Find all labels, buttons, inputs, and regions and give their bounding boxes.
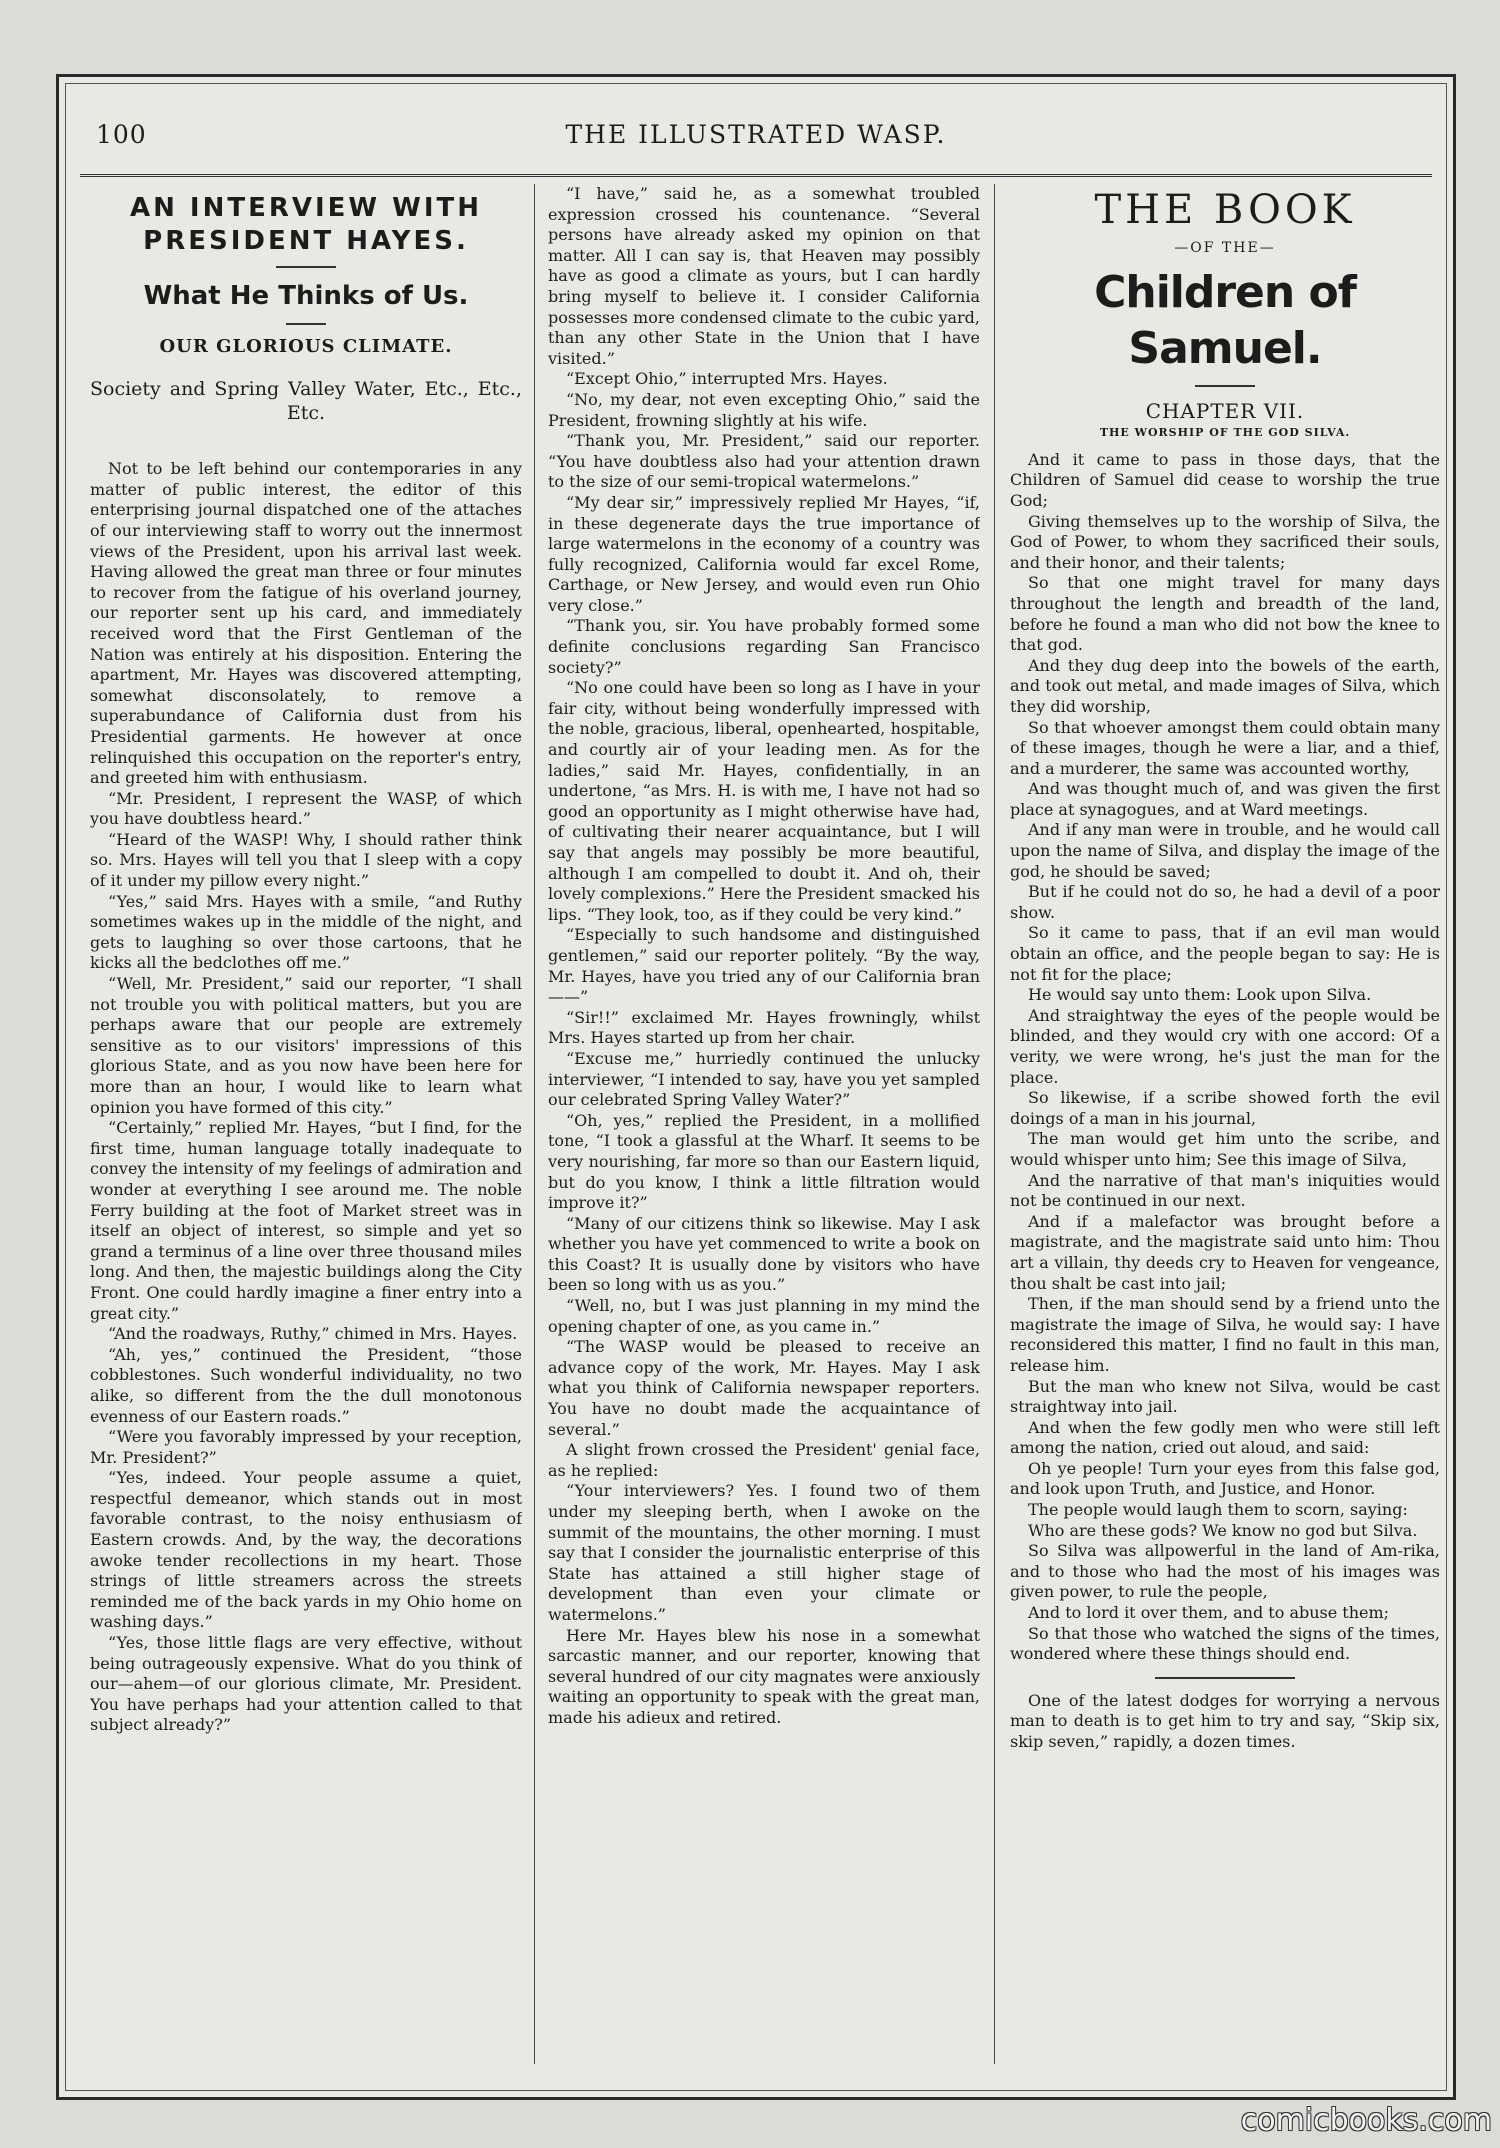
verse: So likewise, if a scribe showed forth the evil doings of a man in his journal,	[1010, 1088, 1440, 1128]
column-divider	[534, 184, 535, 2064]
verse: Oh ye people! Turn your eyes from this false god, and look upon Truth, and Justice, and Honor.	[1010, 1458, 1440, 1499]
chapter-heading: CHAPTER VII.	[1145, 398, 1305, 423]
verse: And it came to pass in those days, that the Children of Samuel did cease to worship the true God;	[1010, 449, 1440, 510]
paragraph: “The WASP would be pleased to receive an advance copy of the work, Mr. Hayes. May I ask what you think of California newspaper reporters. You have no doubt made the acquaintance of several.”	[548, 1337, 980, 1439]
paragraph: “Well, Mr. President,” said our reporter, “I shall not trouble you with political matters, but you are perhaps aware that our people are extremely sensitive as to our visitors' impressions of this glorious State, and as you now have been here for more than an hour, I would like to learn what opinion you have formed of this city.”	[90, 974, 522, 1117]
verse: He would say unto them: Look upon Silva.	[1028, 985, 1372, 1005]
paragraph: “And the roadways, Ruthy,” chimed in Mrs. Hayes.	[108, 1324, 518, 1344]
column-3	[1010, 184, 1440, 2064]
separator	[1195, 385, 1255, 387]
separator	[276, 266, 336, 268]
article-deck: Society and Spring Valley Water, Etc., Etc., Etc.	[90, 378, 522, 425]
ornament-rule	[1155, 1677, 1295, 1679]
verse: And was thought much of, and was given the first place at synagogues, and at Ward meetings.	[1010, 779, 1440, 819]
paragraph: “Yes, indeed. Your people assume a quiet, respectful demeanor, which stands out in most favorable contrast, to the noisy enthusiasm of Eastern crowds. And, by the way, the decorations awoke tender recollections in my heart. Those strings of little streamers across the streets reminded me of the back yards in my Ohio home on washing days.”	[90, 1468, 522, 1632]
paragraph: “Heard of the WASP! Why, I should rather think so. Mrs. Hayes will tell you that I sleep with a copy of it under my pillow every night.”	[90, 829, 522, 891]
paragraph: “Oh, yes,” replied the President, in a mollified tone, “I took a glassful at the Wharf. It seems to be very nourishing, far more so than our Eastern liquid, but do you know, I think a little filtration would improve it?”	[548, 1110, 980, 1213]
verse: Then, if the man should send by a friend unto the magistrate the image of Silva, he would say: I have reconsidered this matter, I find no fault in this man, release him.	[1010, 1294, 1440, 1375]
paragraph: “Ah, yes,” continued the President, “those cobblestones. Such wonderful individuality, no two alike, so different from the the dull monotonous evenness of our Eastern roads.”	[90, 1344, 522, 1426]
paragraph: “Thank you, sir. You have probably formed some definite conclusions regarding San Francisco society?”	[548, 616, 980, 677]
paragraph: “Certainly,” replied Mr. Hayes, “but I find, for the first time, human language totally inadequate to convey the intensity of my feelings of admiration and wonder at everything I see around me. The noble Ferry building at the foot of Market street was in itself an object of interest, so simple and yet so grand a terminus of a line over three thousand miles long. And then, the majestic buildings along the City Front. One could hardly imagine a finer entry into a great city.”	[90, 1118, 522, 1323]
verse: And the narrative of that man's iniquities would not be continued in our next.	[1010, 1170, 1440, 1211]
paragraph: “Well, no, but I was just planning in my mind the opening chapter of one, as you came in.”	[548, 1296, 980, 1336]
verse: Who are these gods? We know no god but Silva.	[1028, 1520, 1418, 1540]
newspaper-page	[56, 74, 1456, 2100]
verse: The man would get him unto the scribe, and would whisper unto him; See this image of Silva,	[1010, 1129, 1440, 1169]
verse: And straightway the eyes of the people would be blinded, and they would cry with one accord: Of a verity, we were wrong, he's just the man for the place.	[1010, 1005, 1440, 1087]
verse: But if he could not do so, he had a devil of a poor show.	[1010, 882, 1440, 922]
paragraph: “My dear sir,” impressively replied Mr Hayes, “if, in these degenerate days the true importance of large watermelons in the economy of a country was fully recognized, California would far excel Rome, Carthage, or New Jersey, and would even run Ohio very close.”	[548, 492, 980, 615]
article-title: AN INTERVIEW WITH PRESIDENT HAYES.	[129, 193, 483, 256]
verse: And if any man were in trouble, and he would call upon the name of Silva, and display the image of the god, he should be saved;	[1010, 820, 1440, 881]
masthead: THE ILLUSTRATED WASP.	[565, 120, 947, 149]
book-name: Children of Samuel.	[1094, 266, 1356, 374]
paragraph: “Yes,” said Mrs. Hayes with a smile, “and Ruthy sometimes wakes up in the middle of the night, and gets to laughing so over those cartoons, that he kicks all the bedclothes off me.”	[90, 891, 522, 973]
paragraph: “Sir!!” exclaimed Mr. Hayes frowningly, whilst Mrs. Hayes started up from her chair.	[548, 1007, 980, 1048]
article-subtitle: What He Thinks of Us.	[143, 281, 469, 311]
book-of-the: —OF THE—	[1174, 240, 1276, 256]
paragraph: “Except Ohio,” interrupted Mrs. Hayes.	[566, 369, 888, 389]
watermark: comicbooks.com	[1240, 2103, 1492, 2138]
header-rule	[80, 174, 1432, 177]
paragraph: “Many of our citizens think so likewise. May I ask whether you have yet commenced to write a book on this Coast? It is usually done by visitors who have been so long with us as you.”	[548, 1213, 980, 1295]
page-header	[96, 120, 1416, 164]
column-divider	[994, 184, 995, 2064]
verse: And they dug deep into the bowels of the earth, and took out metal, and made images of Silva, which they did worship,	[1010, 655, 1440, 716]
verse: So that whoever amongst them could obtain many of these images, though he were a liar, and a thief, and a murderer, the same was accounted worthy,	[1010, 717, 1440, 778]
paragraph: A slight frown crossed the President' genial face, as he replied:	[548, 1440, 980, 1480]
paragraph: “Thank you, Mr. President,” said our reporter. “You have doubtless also had your attention drawn to the size of our semi-tropical watermelons.”	[548, 431, 980, 492]
column-2	[548, 184, 980, 2064]
paragraph: “Yes, those little flags are very effective, without being outrageously expensive. What do you think of our—ahem—of our glorious climate, Mr. President. You have perhaps had your attention called to that subject already?”	[90, 1633, 522, 1735]
verse: So that one might travel for many days throughout the length and breadth of the land, before he found a man who did not bow the knee to that god.	[1010, 573, 1440, 655]
book-title: THE BOOK	[1094, 187, 1356, 233]
paragraph: “Your interviewers? Yes. I found two of them under my sleeping berth, when I awoke on the summit of the mountains, the other morning. I must say that I consider the journalistic enterprise of this State has attained a still higher stage of development than even your climate or watermelons.”	[548, 1481, 980, 1624]
verse: And when the few godly men who were still left among the nation, cried out aloud, and said:	[1010, 1417, 1440, 1458]
verse: So it came to pass, that if an evil man would obtain an office, and the people began to say: He is not fit for the place;	[1010, 923, 1440, 984]
separator	[286, 323, 326, 325]
paragraph: “No one could have been so long as I have in your fair city, without being wonderfully impressed with the noble, gracious, liberal, openhearted, hospitable, and courtly air of your leading men. As for the ladies,” said Mr. Hayes, confidentially, in an undertone, “as Mrs. H. is with me, I have not had so good an opportunity as I might otherwise have had, of cultivating their nearer acquaintance, but I will say that angels may possibly be more beautiful, although I am compelled to doubt it. And oh, their lovely complexions.” Here the President smacked his lips. “They look, too, as if they could be very kind.”	[548, 678, 980, 924]
paragraph: “No, my dear, not even excepting Ohio,” said the President, frowning slightly at his wife.	[548, 389, 980, 430]
paragraph: “Mr. President, I represent the WASP, of which you have doubtless heard.”	[90, 788, 522, 829]
verse: The people would laugh them to scorn, saying:	[1028, 1500, 1408, 1520]
paragraph: “I have,” said he, as a somewhat troubled expression crossed his countenance. “Several persons have already asked my opinion on that matter. All I can say is, that Heaven may possibly have as good a climate as yours, but I can hardly bring myself to believe it. I consider California possesses more condensed climate to the cubic yard, than any other State in the Union that I have visited.”	[548, 184, 980, 368]
paragraph: Not to be left behind our contemporaries in any matter of public interest, the editor of this enterprising journal dispatched one of the attaches of our interviewing staff to worry out the innermost views of the President, upon his arrival last week. Having allowed the great man three or four minutes to recover from the fatigue of his overland journey, our reporter sent up his card, and immediately received word that the First Gentleman of the Nation was entirely at his disposition. Entering the apartment, Mr. Hayes was discovered attempting, somewhat disconsolately, to remove a superabundance of California dust from his Presidential garments. He however at once relinquished this occupation on the reporter's entry, and greeted him with enthusiasm.	[90, 459, 522, 788]
column-1	[90, 184, 522, 2064]
filler-paragraph: One of the latest dodges for worrying a nervous man to death is to get him to try and say, “Skip six, skip seven,” rapidly, a dozen times.	[1010, 1690, 1440, 1751]
paragraph: “Excuse me,” hurriedly continued the unlucky interviewer, “I intended to say, have you yet sampled our celebrated Spring Valley Water?”	[548, 1048, 980, 1110]
verse: Giving themselves up to the worship of Silva, the God of Power, to whom they sacrificed their souls, and their honor, and their talents;	[1010, 511, 1440, 572]
verse: And to lord it over them, and to abuse them;	[1028, 1603, 1390, 1623]
section-heading: OUR GLORIOUS CLIMATE.	[159, 335, 453, 357]
chapter-title: THE WORSHIP OF THE GOD SILVA.	[1099, 426, 1351, 440]
verse: But the man who knew not Silva, would be cast straightway into jail.	[1010, 1376, 1440, 1417]
paragraph: “Especially to such handsome and distinguished gentlemen,” said our reporter politely. “By the way, Mr. Hayes, have you tried any of our California bran——”	[548, 925, 980, 1007]
verse: And if a malefactor was brought before a magistrate, and the magistrate said unto him: Thou art a villain, thy deeds cry to Heaven for vengeance, thou shalt be cast into jail;	[1010, 1211, 1440, 1293]
verse: So Silva was allpowerful in the land of Am-rika, and to those who had the most of his images was given power, to rule the people,	[1010, 1541, 1440, 1602]
paragraph: Here Mr. Hayes blew his nose in a somewhat sarcastic manner, and our reporter, knowing that several hundred of our city magnates were anxiously waiting an opportunity to speak with the great man, made his adieux and retired.	[548, 1625, 980, 1727]
page-border	[65, 83, 1447, 2091]
paragraph: “Were you favorably impressed by your reception, Mr. President?”	[90, 1427, 522, 1467]
verse: So that those who watched the signs of the times, wondered where these things should end.	[1010, 1623, 1440, 1664]
page-number: 100	[96, 120, 147, 149]
